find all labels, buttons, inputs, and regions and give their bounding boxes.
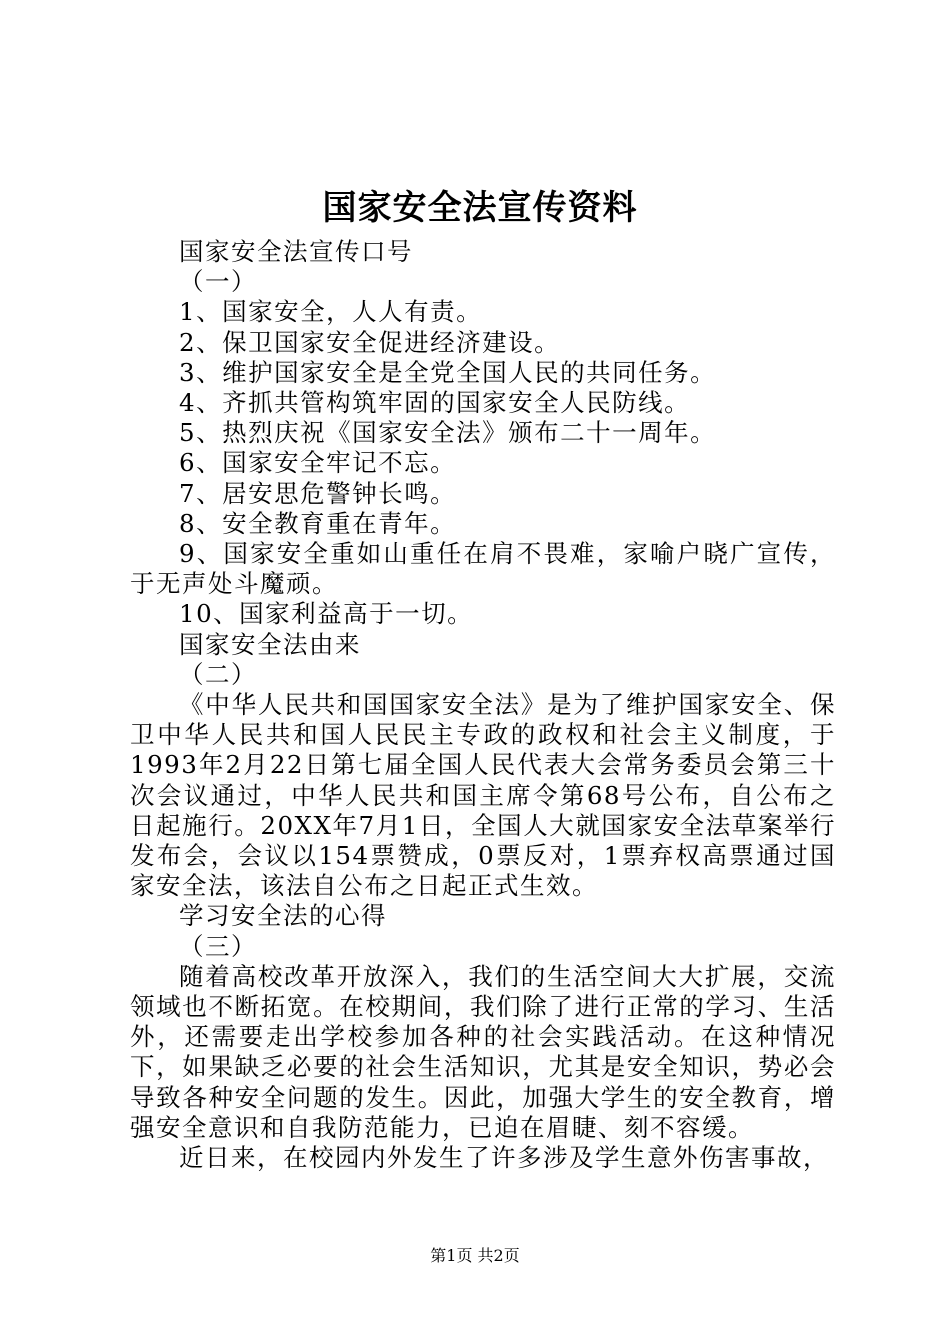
slogan-item: 3、维护国家安全是全党全国人民的共同任务。	[179, 357, 717, 387]
slogan-item: 5、热烈庆祝《国家安全法》颁布二十一周年。	[179, 418, 717, 448]
section-heading: 国家安全法由来	[179, 629, 361, 659]
document-title: 国家安全法宣传资料	[322, 188, 638, 228]
slogan-item: 4、齐抓共管构筑牢固的国家安全人民防线。	[179, 388, 691, 418]
section-number: （三）	[179, 931, 257, 961]
slogan-item: 7、居安思危警钟长鸣。	[179, 478, 457, 508]
document-body	[130, 237, 836, 1173]
body-paragraph: 随着高校改革开放深入，我们的生活空间大大扩展，交流领域也不断拓宽。在校期间，我们除了进行正常的学习、生活外，还需要走出学校参加各种的社会实践活动。在这种情况下，如果缺乏必要的社会生活知识，尤其是安全知识，势必会导致各种安全问题的发生。因此，加强大学生的安全教育，增强安全意识和自我防范能力，已迫在眉睫、刻不容缓。	[130, 961, 836, 1142]
page-footer: 第1页 共2页	[430, 1246, 520, 1265]
slogan-item: 9、国家安全重如山重任在肩不畏难，家喻户晓广宣传，于无声处斗魔顽。	[130, 539, 836, 599]
slogan-item: 6、国家安全牢记不忘。	[179, 448, 457, 478]
section-heading: 国家安全法宣传口号	[179, 237, 413, 266]
slogan-item: 1、国家安全，人人有责。	[179, 297, 483, 327]
body-paragraph: 《中华人民共和国国家安全法》是为了维护国家安全、保卫中华人民共和国人民民主专政的政权和社会主义制度，于1993年2月22日第七届全国人民代表大会常务委员会第三十次会议通过，中华人民共和国主席令第68号公布，自公布之日起施行。20XX年7月1日，全国人大就国家安全法草案举行发布会，会议以154票赞成，0票反对，1票弃权高票通过国家安全法，该法自公布之日起正式生效。	[130, 690, 836, 901]
slogan-item: 8、安全教育重在青年。	[179, 508, 457, 538]
body-paragraph: 近日来，在校园内外发生了许多涉及学生意外伤害事故，	[179, 1143, 829, 1173]
section-heading: 学习安全法的心得	[179, 901, 387, 931]
section-number: （二）	[179, 659, 257, 689]
slogan-item: 10、国家利益高于一切。	[179, 599, 474, 629]
slogan-item: 2、保卫国家安全促进经济建设。	[179, 327, 561, 357]
section-number: （一）	[179, 267, 257, 297]
